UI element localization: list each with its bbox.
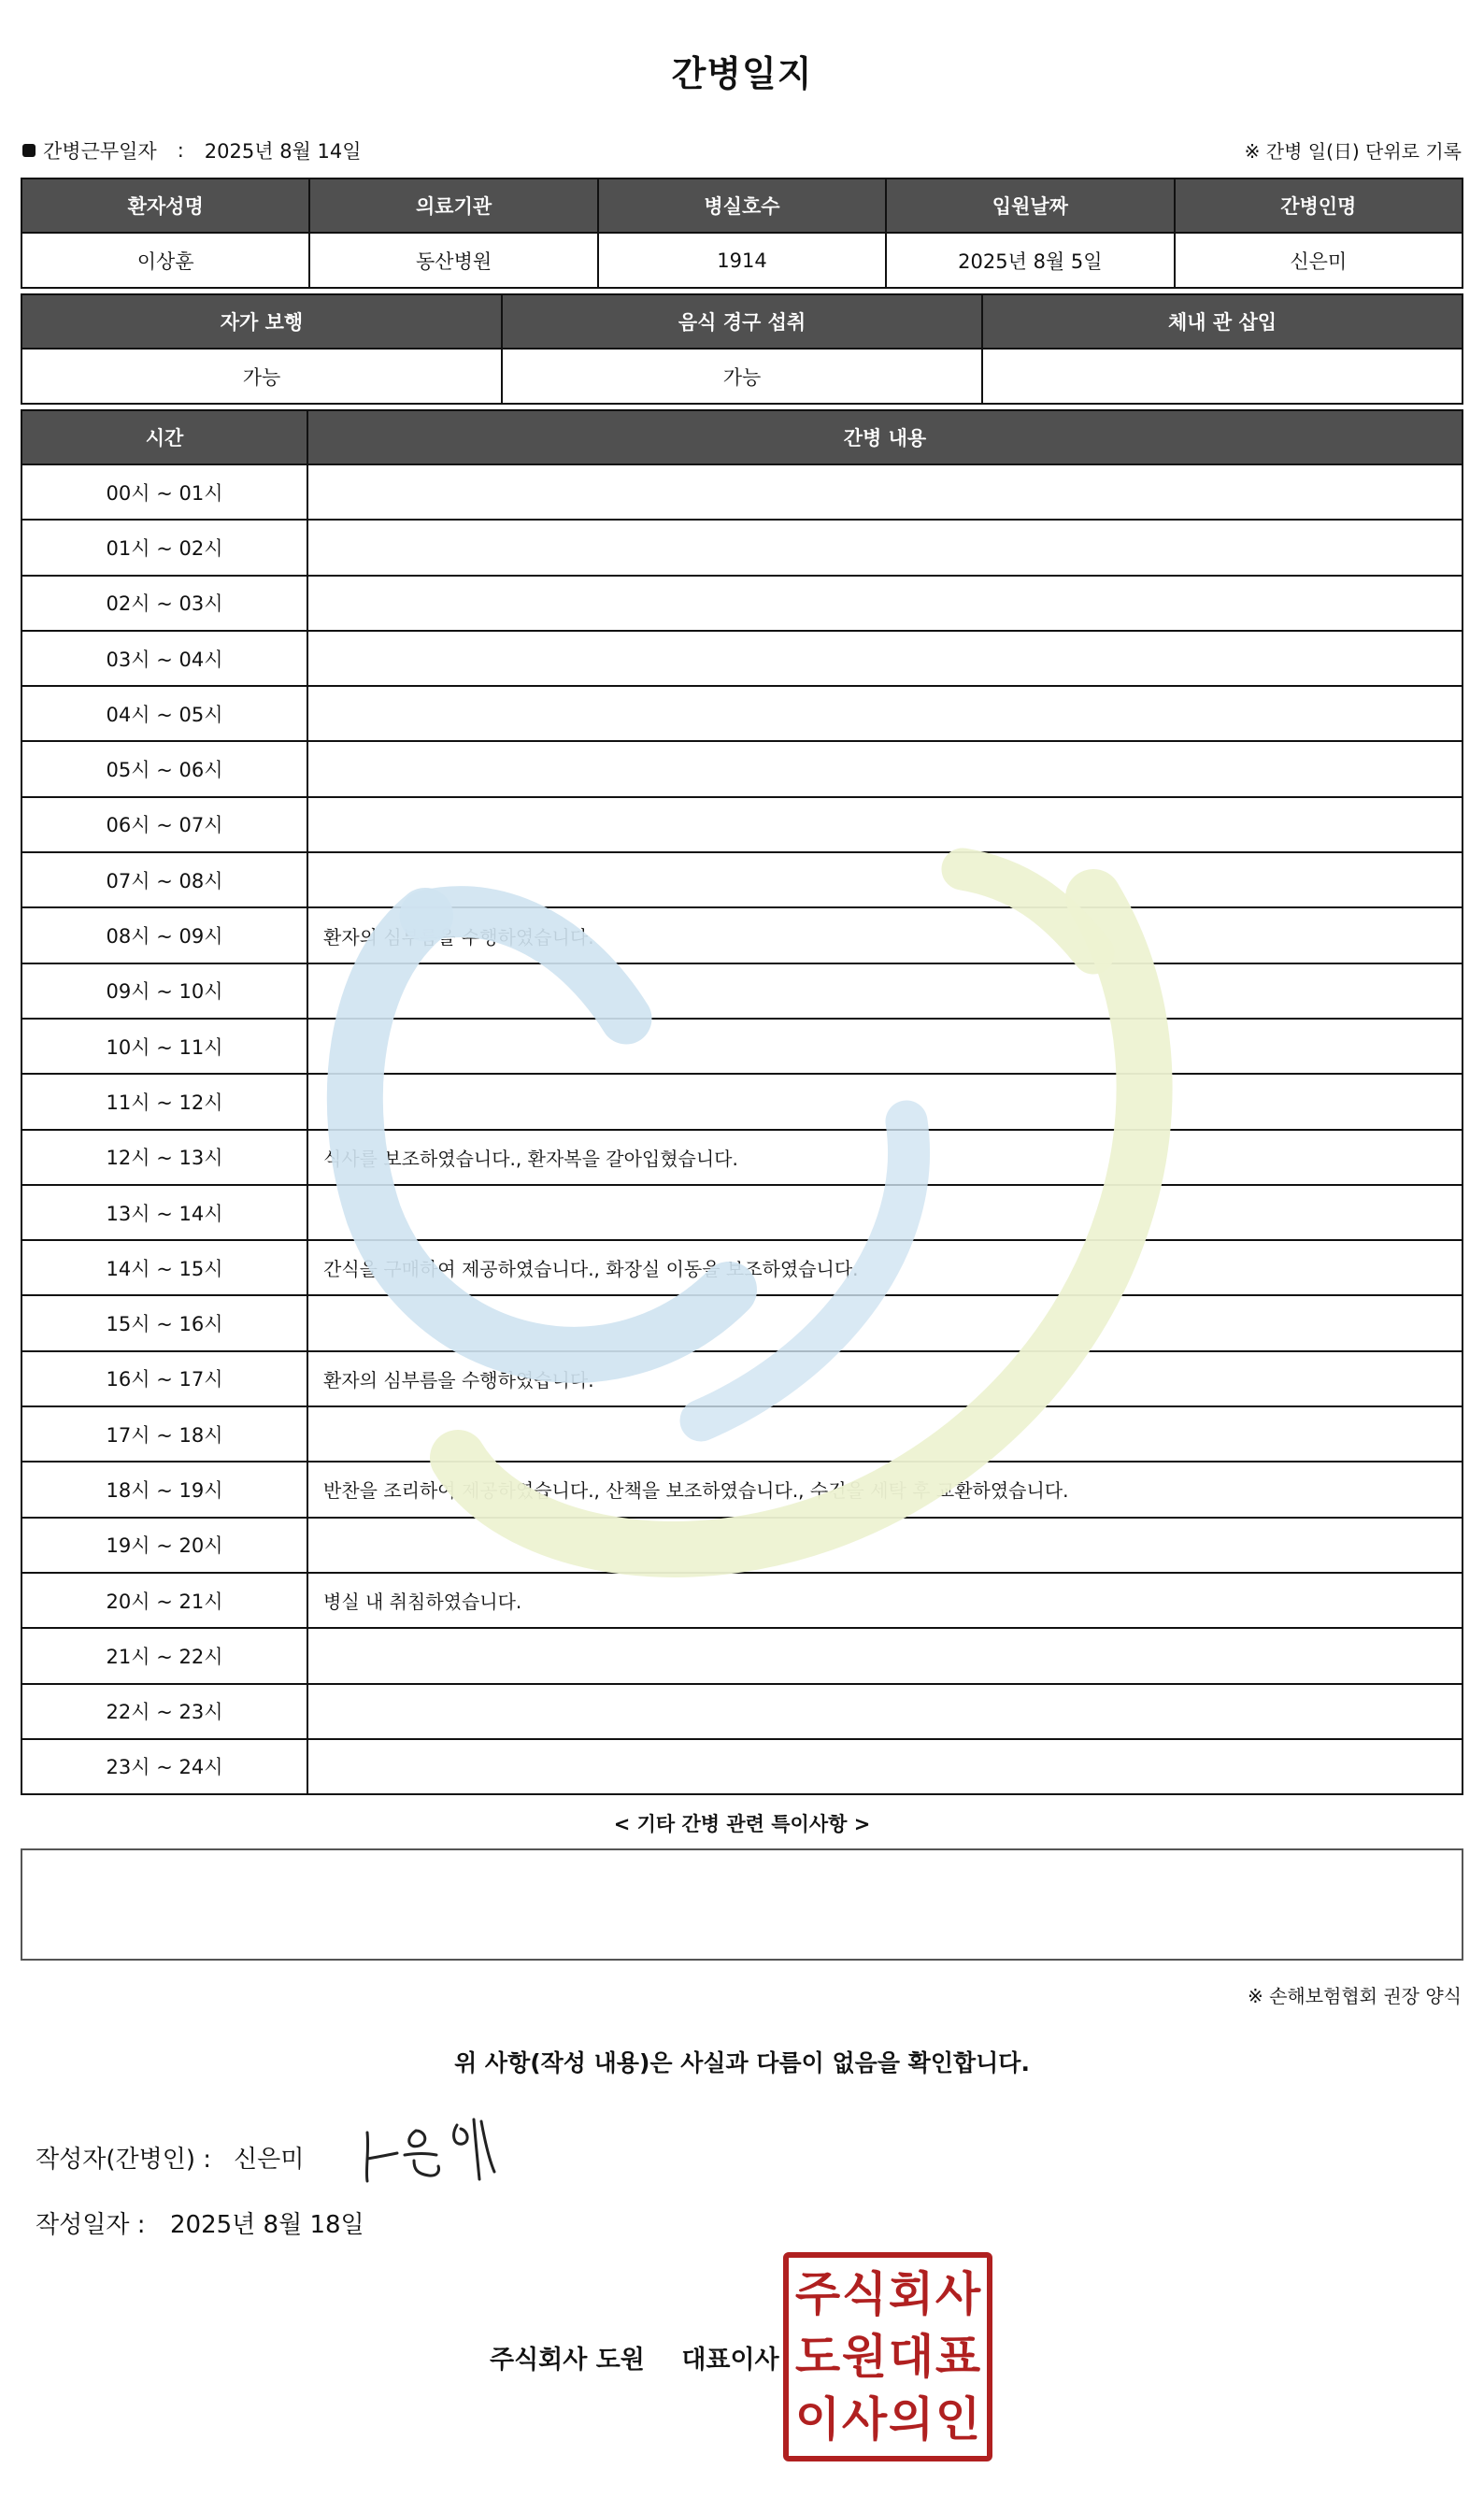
log-time-cell: 11시 ~ 12시	[21, 1074, 307, 1129]
square-bullet-icon	[22, 144, 36, 157]
header-room-number: 병실호수	[598, 178, 886, 233]
seal-char: 원	[841, 2329, 888, 2384]
oral-intake-value: 가능	[502, 349, 982, 404]
log-content-cell: 식사를 보조하였습니다., 환자복을 갈아입혔습니다.	[307, 1130, 1463, 1185]
handwritten-signature	[360, 2114, 500, 2189]
written-date-row	[36, 2205, 364, 2240]
care-log-table	[21, 409, 1463, 1795]
log-content-cell	[307, 1185, 1463, 1240]
work-date-label: 간병근무일자	[43, 140, 157, 163]
header-tube-insertion: 체내 관 삽입	[982, 294, 1463, 349]
notes-section-title: < 기타 간병 관련 특이사항 >	[613, 1813, 871, 1835]
seal-char: 도	[794, 2329, 841, 2384]
log-content-cell	[307, 1295, 1463, 1350]
log-content-cell	[307, 1628, 1463, 1683]
log-content-cell: 환자의 심부름을 수행하였습니다.	[307, 907, 1463, 963]
table-row	[21, 1462, 1463, 1517]
notes-box	[21, 1848, 1463, 1961]
log-time-cell: 03시 ~ 04시	[21, 631, 307, 686]
table-row	[21, 576, 1463, 631]
log-content-cell	[307, 797, 1463, 852]
log-content-cell	[307, 576, 1463, 631]
log-content-cell	[307, 852, 1463, 907]
company-representative-title: 대표이사	[681, 2346, 779, 2375]
header-oral-intake: 음식 경구 섭취	[502, 294, 982, 349]
log-time-cell: 08시 ~ 09시	[21, 907, 307, 963]
written-date-value: 2025년 8월 18일	[170, 2211, 364, 2239]
table-row	[21, 1019, 1463, 1074]
table-row	[21, 686, 1463, 741]
patient-name: 이상훈	[21, 233, 309, 288]
log-content-cell	[307, 1074, 1463, 1129]
writer-row	[36, 2140, 304, 2175]
log-content-cell	[307, 631, 1463, 686]
log-content-cell	[307, 1019, 1463, 1074]
log-content-cell: 환자의 심부름을 수행하였습니다.	[307, 1351, 1463, 1406]
log-time-cell: 02시 ~ 03시	[21, 576, 307, 631]
log-content-cell: 간식을 구매하여 제공하였습니다., 화장실 이동을 보조하였습니다.	[307, 1240, 1463, 1295]
unit-note: ※ 간병 일(日) 단위로 기록	[1244, 140, 1462, 163]
table-row	[21, 1628, 1463, 1683]
company-seal-stamp	[783, 2252, 992, 2461]
log-time-cell: 14시 ~ 15시	[21, 1240, 307, 1295]
table-row	[21, 1240, 1463, 1295]
log-content-cell	[307, 686, 1463, 741]
table-row	[21, 1739, 1463, 1794]
log-content-cell	[307, 1406, 1463, 1462]
log-content-cell	[307, 963, 1463, 1019]
table-row	[21, 741, 1463, 796]
table-row	[21, 1074, 1463, 1129]
log-time-cell: 16시 ~ 17시	[21, 1351, 307, 1406]
seal-char: 이	[794, 2391, 841, 2447]
seal-char: 표	[935, 2329, 981, 2384]
seal-char: 대	[888, 2329, 935, 2384]
confirmation-statement: 위 사항(작성 내용)은 사실과 다름이 없음을 확인합니다.	[454, 2049, 1030, 2076]
log-content-cell	[307, 520, 1463, 575]
log-time-cell: 13시 ~ 14시	[21, 1185, 307, 1240]
log-time-cell: 05시 ~ 06시	[21, 741, 307, 796]
seal-char: 사	[935, 2267, 981, 2322]
log-content-cell	[307, 464, 1463, 520]
header-care-content: 간병 내용	[307, 410, 1463, 464]
table-row	[21, 1684, 1463, 1739]
table-row	[21, 797, 1463, 852]
hospital-name: 동산병원	[309, 233, 597, 288]
caregiver-name: 신은미	[1175, 233, 1463, 288]
table-row	[21, 1130, 1463, 1185]
document-title: 간병일지	[671, 53, 813, 94]
patient-status-table	[21, 293, 1463, 405]
room-number: 1914	[598, 233, 886, 288]
work-date-row	[22, 136, 362, 164]
header-self-walking: 자가 보행	[21, 294, 502, 349]
log-content-cell: 반찬을 조리하여 제공하였습니다., 산책을 보조하였습니다., 수건을 세탁 후 교환하였습니다.	[307, 1462, 1463, 1517]
log-time-cell: 01시 ~ 02시	[21, 520, 307, 575]
header-admission-date: 입원날짜	[886, 178, 1174, 233]
seal-char: 식	[841, 2267, 888, 2322]
seal-char: 인	[935, 2391, 981, 2447]
writer-name: 신은미	[234, 2146, 305, 2174]
written-date-label: 작성일자 :	[36, 2211, 146, 2239]
writer-label: 작성자(간병인) :	[36, 2146, 212, 2174]
table-row	[21, 520, 1463, 575]
patient-info-table	[21, 178, 1463, 289]
work-date-value: 2025년 8월 14일	[204, 140, 362, 163]
company-name: 주식회사 도원	[490, 2346, 645, 2375]
log-time-cell: 04시 ~ 05시	[21, 686, 307, 741]
table-row	[21, 1185, 1463, 1240]
self-walking-value: 가능	[21, 349, 502, 404]
log-time-cell: 12시 ~ 13시	[21, 1130, 307, 1185]
log-time-cell: 09시 ~ 10시	[21, 963, 307, 1019]
table-row	[21, 1573, 1463, 1628]
log-time-cell: 22시 ~ 23시	[21, 1684, 307, 1739]
log-time-cell: 23시 ~ 24시	[21, 1739, 307, 1794]
log-time-cell: 19시 ~ 20시	[21, 1518, 307, 1573]
table-row	[21, 1406, 1463, 1462]
admission-date: 2025년 8월 5일	[886, 233, 1174, 288]
log-time-cell: 20시 ~ 21시	[21, 1573, 307, 1628]
log-time-cell: 21시 ~ 22시	[21, 1628, 307, 1683]
header-time: 시간	[21, 410, 307, 464]
log-content-cell	[307, 1684, 1463, 1739]
tube-insertion-value	[982, 349, 1463, 404]
log-time-cell: 15시 ~ 16시	[21, 1295, 307, 1350]
log-content-cell: 병실 내 취침하였습니다.	[307, 1573, 1463, 1628]
table-row	[21, 963, 1463, 1019]
seal-char: 주	[794, 2267, 841, 2322]
log-content-cell	[307, 1518, 1463, 1573]
header-caregiver-name: 간병인명	[1175, 178, 1463, 233]
work-date-separator: :	[177, 139, 184, 162]
seal-char: 회	[888, 2267, 935, 2322]
table-row	[21, 852, 1463, 907]
company-signature-line	[490, 2339, 779, 2376]
seal-char: 의	[888, 2391, 935, 2447]
log-content-cell	[307, 741, 1463, 796]
table-row	[21, 464, 1463, 520]
table-row	[21, 907, 1463, 963]
table-row	[21, 1295, 1463, 1350]
seal-char: 사	[841, 2391, 888, 2447]
log-time-cell: 00시 ~ 01시	[21, 464, 307, 520]
log-content-cell	[307, 1739, 1463, 1794]
table-row	[21, 1518, 1463, 1573]
log-time-cell: 10시 ~ 11시	[21, 1019, 307, 1074]
log-time-cell: 06시 ~ 07시	[21, 797, 307, 852]
table-row	[21, 631, 1463, 686]
log-time-cell: 18시 ~ 19시	[21, 1462, 307, 1517]
form-footnote: ※ 손해보험협회 권장 양식	[1247, 1985, 1462, 2007]
header-patient-name: 환자성명	[21, 178, 309, 233]
log-time-cell: 07시 ~ 08시	[21, 852, 307, 907]
table-row	[21, 1351, 1463, 1406]
log-time-cell: 17시 ~ 18시	[21, 1406, 307, 1462]
header-hospital: 의료기관	[309, 178, 597, 233]
